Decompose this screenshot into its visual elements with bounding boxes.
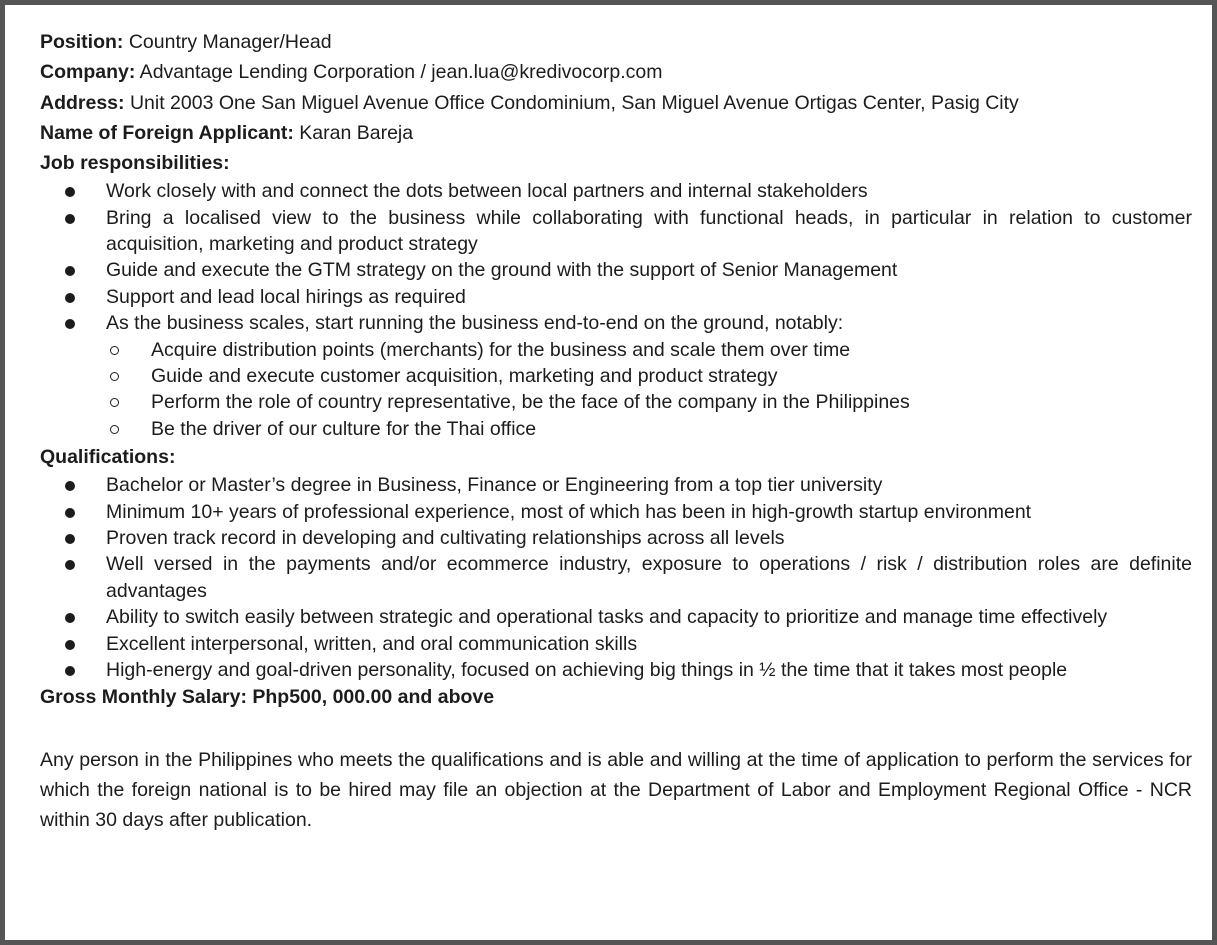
list-item-text: Bring a localised view to the business while collaborating with functional heads, in particular in relation to customer acquisition, marketing and product strategy [106, 206, 1192, 255]
list-item [40, 284, 1192, 310]
bullet-icon [65, 666, 75, 676]
list-item-text: Well versed in the payments and/or ecommerce industry, exposure to operations / risk / distribution roles are definite advantages [106, 553, 1192, 602]
bullet-icon [65, 293, 75, 303]
sub-list-item-text: Be the driver of our culture for the Thai office [151, 417, 537, 440]
bullet-icon [65, 481, 75, 491]
list-item-text: Excellent interpersonal, written, and oral communication skills [106, 632, 638, 655]
list-item-text: Support and lead local hirings as required [106, 285, 466, 308]
job-responsibilities-sublist [40, 337, 1192, 443]
list-item-text: Proven track record in developing and cultivating relationships across all levels [106, 527, 785, 550]
sub-list-item-text: Acquire distribution points (merchants) for the business and scale them over time [151, 338, 851, 361]
list-item-text: Ability to switch easily between strategic and operational tasks and capacity to prioritize and manage time effectively [106, 606, 1108, 629]
list-item-text: Bachelor or Master’s degree in Business, Finance or Engineering from a top tier university [106, 474, 883, 497]
applicant-label: Name of Foreign Applicant: [40, 121, 294, 144]
address-row [40, 88, 1192, 118]
bullet-icon [65, 613, 75, 623]
list-item [40, 499, 1192, 525]
list-item-text: Work closely with and connect the dots between local partners and internal stakeholders [106, 180, 868, 203]
company-row [40, 57, 1192, 87]
job-responsibilities-list [40, 178, 1192, 336]
list-item [40, 604, 1192, 630]
address-value: Unit 2003 One San Miguel Avenue Office Condominium, San Miguel Avenue Ortigas Center, Pasig City [124, 91, 1019, 114]
hollow-bullet-icon [110, 372, 119, 381]
applicant-row [40, 118, 1192, 148]
bullet-icon [65, 214, 75, 224]
hollow-bullet-icon [110, 425, 119, 434]
sub-list-item [40, 363, 1192, 389]
sub-list-item-text: Perform the role of country representative, be the face of the company in the Philippines [151, 391, 910, 414]
bullet-icon [65, 640, 75, 650]
list-item [40, 525, 1192, 551]
list-item-text: As the business scales, start running the business end-to-end on the ground, notably: [106, 312, 844, 335]
list-item-text: Minimum 10+ years of professional experience, most of which has been in high-growth startup environment [106, 500, 1032, 523]
bullet-icon [65, 508, 75, 518]
position-label: Position: [40, 31, 124, 53]
list-item [40, 257, 1192, 283]
sub-list-item-text: Guide and execute customer acquisition, marketing and product strategy [151, 365, 778, 388]
position-value: Country Manager/Head [123, 31, 332, 53]
hollow-bullet-icon [110, 398, 119, 407]
bullet-icon [65, 319, 75, 329]
sub-list-item [40, 337, 1192, 363]
bullet-icon [65, 187, 75, 197]
gross-monthly-salary: Gross Monthly Salary: Php500, 000.00 and above [40, 685, 495, 708]
list-item-text: High-energy and goal-driven personality, focused on achieving big things in ½ the time that it takes most people [106, 659, 1068, 682]
sub-list-item [40, 416, 1192, 442]
company-label: Company: [40, 61, 136, 84]
company-value: Advantage Lending Corporation / jean.lua@kredivocorp.com [135, 61, 663, 84]
list-item [40, 631, 1192, 657]
applicant-value: Karan Bareja [293, 121, 414, 144]
job-responsibilities-heading: Job responsibilities: [40, 152, 230, 175]
job-notice-document [40, 27, 1192, 836]
list-item [40, 551, 1192, 604]
bullet-icon [65, 534, 75, 544]
bullet-icon [65, 266, 75, 276]
address-label: Address: [40, 91, 125, 114]
sub-list-item [40, 389, 1192, 415]
qualifications-list [40, 472, 1192, 683]
list-item [40, 310, 1192, 336]
list-item [40, 178, 1192, 204]
list-item-text: Guide and execute the GTM strategy on the ground with the support of Senior Management [106, 259, 898, 282]
list-item [40, 472, 1192, 498]
position-row [40, 27, 1192, 57]
qualifications-heading: Qualifications: [40, 446, 176, 469]
list-item [40, 205, 1192, 258]
list-item [40, 657, 1192, 683]
hollow-bullet-icon [110, 346, 119, 355]
objection-notice: Any person in the Philippines who meets the qualifications and is able and willing at the time of application to perform the services for which the foreign national is to be hired may file an objection at the Department of Labor and Employment Regional Office - NCR within 30 days after publication. [40, 748, 1192, 832]
bullet-icon [65, 560, 75, 570]
